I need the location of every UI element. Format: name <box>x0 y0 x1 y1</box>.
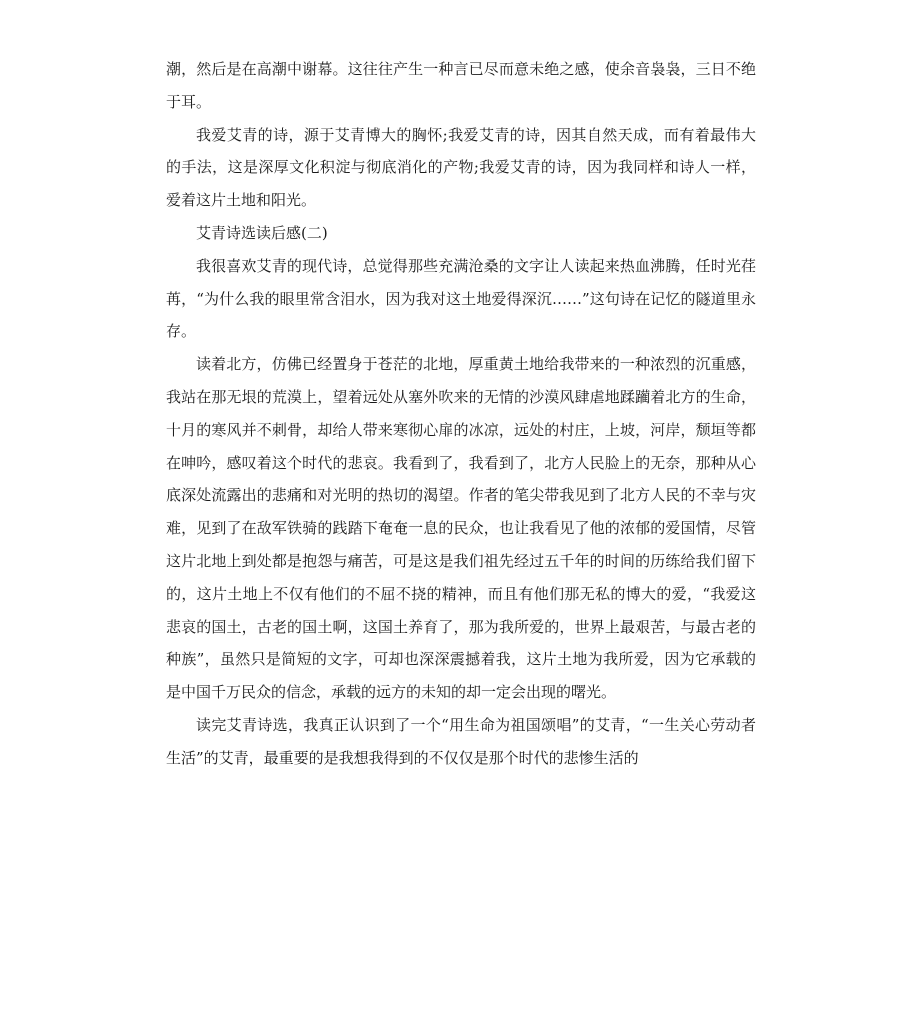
paragraph-modern-poems: 我很喜欢艾青的现代诗，总觉得那些充满沧桑的文字让人读起来热血沸腾，任时光荏苒，“为什么我的眼里常含泪水，因为我对这土地爱得深沉……”这句诗在记忆的隧道里永存。 <box>166 256 756 341</box>
paragraph-after-reading: 读完艾青诗选，我真正认识到了一个“用生命为祖国颂唱”的艾青，“一生关心劳动者生活”的艾青，最重要的是我想我得到的不仅仅是那个时代的悲惨生活的 <box>166 715 756 767</box>
document-page <box>166 53 756 775</box>
paragraph-reading-north: 读着北方，仿佛已经置身于苍茫的北地，厚重黄土地给我带来的一种浓烈的沉重感，我站在那无垠的荒漠上，望着远处从塞外吹来的无情的沙漠风肆虐地蹂躏着北方的生命，十月的寒风并不刺骨，却给人带来寒彻心扉的冰凉，远处的村庄，上坡，河岸，颓垣等都在呻吟，感叹着这个时代的悲哀。我看到了，我看到了，北方人民脸上的无奈，那种从心底深处流露出的悲痛和对光明的热切的渴望。作者的笔尖带我见到了北方人民的不幸与灾难，见到了在敌军铁骑的践踏下奄奄一息的民众，也让我看见了他的浓郁的爱国情，尽管这片北地上到处都是抱怨与痛苦，可是这是我们祖先经过五千年的时间的历练给我们留下的，这片土地上不仅有他们的不屈不挠的精神，而且有他们那无私的博大的爱，“我爱这悲哀的国土，古老的国土啊，这国土养育了，那为我所爱的，世界上最艰苦，与最古老的种族”，虽然只是简短的文字，可却也深深震撼着我，这片土地为我所爱，因为它承载的是中国千万民众的信念，承载的远方的未知的却一定会出现的曙光。 <box>166 355 756 702</box>
section-heading: 艾青诗选读后感(二) <box>196 223 328 242</box>
paragraph-continuation: 潮，然后是在高潮中谢幕。这往往产生一种言已尽而意未绝之感，使余音袅袅，三日不绝于耳。 <box>166 60 756 111</box>
paragraph-love-poems: 我爱艾青的诗，源于艾青博大的胸怀;我爱艾青的诗，因其自然天成，而有着最伟大的手法，这是深厚文化积淀与彻底消化的产物;我爱艾青的诗，因为我同样和诗人一样，爱着这片土地和阳光。 <box>166 125 756 210</box>
